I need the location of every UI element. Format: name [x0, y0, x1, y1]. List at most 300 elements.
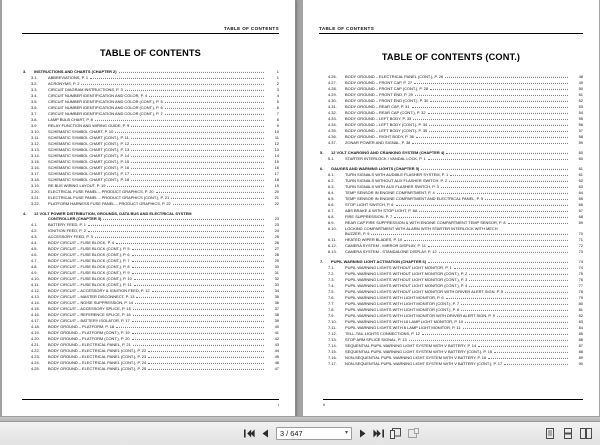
toc-entry[interactable] [22, 124, 279, 128]
toc-entry[interactable] [319, 356, 583, 360]
toc-entry[interactable] [22, 325, 279, 329]
toc-entry-title: PUPIL WARNING LIGHTS WITHOUT LIGHT MONITOR, P. 1 [345, 265, 452, 271]
toc-leader-dots [90, 78, 264, 79]
toc-entry[interactable] [22, 148, 279, 152]
toc-entry-title: GAUGES AND WARNING LIGHTS (CHAPTER 5) [331, 165, 420, 171]
toc-entry[interactable] [22, 313, 279, 317]
toc-entry-number: 3.21. [31, 195, 40, 200]
toc-leader-dots [430, 89, 568, 90]
toc-entry-number: 4.14. [31, 300, 40, 306]
toc-entry-number: 4.36. [328, 134, 337, 139]
toc-entry-number: 7.3. [328, 277, 335, 283]
first-page-icon[interactable] [244, 427, 255, 440]
toc-leader-dots [505, 292, 568, 293]
toc-leader-dots [409, 340, 568, 341]
toc-entry-page: 50 [578, 86, 583, 91]
toc-entry-page: 84 [578, 325, 583, 331]
toc-leader-dots [152, 291, 264, 292]
toc-entry-title: SEQUENTIAL PUPIL WARNING LIGHT SYSTEM WITH V BATTERY, P. 14 [345, 343, 477, 349]
toc-entry-page: 60 [578, 155, 583, 161]
toc-leader-dots [394, 217, 568, 218]
toc-entry[interactable] [22, 136, 279, 140]
toc-entry[interactable] [319, 209, 583, 213]
toc-entry-number: 6.7. [328, 207, 335, 213]
toc-entry[interactable] [319, 244, 583, 248]
toc-entry-number: 3.13. [31, 147, 40, 152]
toc-entry[interactable] [319, 129, 583, 133]
toc-entry-title: PUPIL WARNING LIGHTS WITH 8 LAMP LIGHT MONITOR, P. 11 [345, 325, 461, 331]
toc-entry[interactable] [22, 160, 279, 164]
toc-entry-title: SCHEMATIC SYMBOL CHART, P. 10 [48, 129, 114, 134]
toc-leader-dots [414, 83, 568, 84]
toc-entry[interactable] [22, 196, 279, 200]
toc-entry-title: NON-SEQUENTIAL PUPIL WARNING LIGHT SYSTEM WITH V BATTERY, P. 16 [345, 355, 487, 361]
toc-leader-dots [421, 169, 568, 170]
toc-leader-dots [132, 261, 264, 262]
toc-entry-title-continued: BUZZER, P. 9 [345, 231, 370, 237]
toc-entry[interactable] [22, 289, 279, 293]
toc-entry[interactable] [319, 135, 583, 139]
toolbar-view-modes [514, 427, 600, 440]
toc-entry-title: 12 VOLT CHARGING AND CRANKING SYSTEM (CHAPTER 4) [331, 149, 445, 155]
toc-entry-page: 74 [578, 265, 583, 271]
toc-entry[interactable] [22, 229, 279, 233]
toc-leader-dots [116, 327, 264, 328]
toc-entry-page: 67 [578, 207, 583, 213]
toc-entry[interactable] [319, 179, 583, 183]
toc-entry-number: 4.3. [31, 234, 38, 240]
toc-entry-page: 10 [274, 129, 279, 134]
toc-entry-page: 53 [578, 104, 583, 109]
toc-entry[interactable] [22, 190, 279, 194]
toc-entry-page: 62 [578, 177, 583, 183]
toc-leader-dots [131, 144, 264, 145]
toc-entry-page: 45 [274, 354, 279, 360]
toc-entry-number: 4.8. [31, 264, 38, 270]
toc-entry[interactable] [22, 235, 279, 239]
toc-leader-dots [171, 198, 264, 199]
toc-entry-number: 6.9. [328, 219, 335, 225]
toc-entry-page: 68 [578, 213, 583, 219]
page-title-right: TABLE OF CONTENTS (CONT.) [381, 52, 521, 62]
toc-entry-page: 31 [274, 270, 279, 276]
toc-entry-title: BODY CIRCUIT – REFERENCE SPLICE, P. 16 [48, 312, 131, 318]
toc-leader-dots [131, 126, 264, 127]
toc-entry[interactable] [319, 215, 583, 219]
toc-entry-number: 4.23. [31, 354, 40, 360]
toc-entry[interactable] [22, 212, 279, 216]
toc-entry-page: 21 [274, 195, 279, 200]
toc-entry-number: 3.16. [31, 165, 40, 170]
toc-entry[interactable] [319, 308, 583, 312]
toc-entry-page: 34 [274, 288, 279, 294]
toc-entry[interactable] [22, 277, 279, 281]
toc-leader-dots [437, 193, 568, 194]
toc-entry-number: 6.12. [328, 243, 337, 249]
document-page-right[interactable] [303, 0, 599, 421]
toc-entry[interactable] [22, 295, 279, 299]
toc-entry-title: BODY CIRCUIT – NOISE SUPPRESSION, P. 14 [48, 300, 134, 306]
toc-leader-dots [119, 72, 264, 73]
toc-entry-page: 77 [578, 283, 583, 289]
toc-leader-dots [131, 150, 264, 151]
toc-leader-dots [488, 358, 568, 359]
toc-entry[interactable] [319, 238, 583, 242]
folio-left: i [278, 402, 279, 407]
page-number-input[interactable] [276, 427, 352, 440]
toc-entry-page: 18 [274, 177, 279, 182]
toc-entry[interactable] [22, 172, 279, 176]
toc-entry-title: 12 VOLT POWER DISTRIBUTION, GROUNDS, DATA BUS AND ELECTRICAL SYSTEM [34, 210, 192, 216]
toc-entry[interactable] [22, 349, 279, 353]
toc-entry[interactable] [22, 106, 279, 110]
toc-entry[interactable] [319, 326, 583, 330]
toc-entry[interactable] [319, 197, 583, 201]
toc-entry-title: BODY GROUND – ELECTRICAL PANEL (CONT.), P. 22 [48, 348, 147, 354]
continuous-view-icon[interactable] [561, 427, 574, 440]
toc-entry-page: 15 [274, 159, 279, 164]
toc-leader-dots [95, 237, 264, 238]
toc-entry[interactable] [22, 283, 279, 287]
toc-entry-title: ELECTRICAL FUSE PANEL – PRODUCT GRAPHICS (CONT.), P. 21 [48, 195, 170, 200]
toc-entry-page: 44 [274, 348, 279, 354]
toc-entry[interactable] [22, 202, 279, 206]
toc-leader-dots [396, 205, 568, 206]
toc-entry-number: 4.31. [328, 104, 337, 109]
thumbnail-panel-icon[interactable] [389, 427, 402, 440]
next-page-icon[interactable] [357, 427, 368, 440]
toc-entry-page: 27 [274, 246, 279, 252]
toc-entry-number: 7.12. [328, 331, 337, 337]
toc-entry-page: 7 [276, 111, 279, 116]
toc-entry[interactable] [22, 100, 279, 104]
toc-entry-page: 24 [274, 228, 279, 234]
toc-entry-title: PUPIL WARNING LIGHTS WITH 16 LAMP LIGHT MONITOR, P. 10 [345, 319, 464, 325]
toc-entry-page: 30 [274, 264, 279, 270]
toc-entry-title: BODY GROUND – LEFT BODY (CONT.), P. 35 [345, 128, 428, 133]
toc-entry[interactable] [319, 81, 583, 85]
toc-entry-page: 36 [274, 300, 279, 306]
toc-leader-dots [131, 180, 264, 181]
toc-entry[interactable] [22, 154, 279, 158]
toc-entry-number: 4.32. [328, 110, 337, 115]
toc-entry-title: IGNITION FEED, P. 2 [48, 228, 86, 234]
toc-leader-dots [439, 252, 568, 253]
toc-entry-number: 4.9. [31, 270, 38, 276]
toc-entry-title: BODY GROUND – ELECTRICAL PANEL, P. 21 [48, 342, 131, 348]
toc-entry[interactable] [22, 343, 279, 347]
toc-entry-page: 23 [274, 222, 279, 228]
toc-entry-page: 71 [578, 237, 583, 243]
toc-entry-page: 3 [276, 87, 279, 92]
toc-entry[interactable] [22, 301, 279, 305]
facing-pages-view-icon[interactable] [579, 427, 592, 440]
toc-entry-continuation[interactable] [319, 232, 583, 236]
toc-leader-dots [415, 95, 568, 96]
toc-entry-page: 90 [578, 361, 583, 367]
toc-entry-number: 3.20. [31, 189, 40, 194]
toc-entry-page: 1 [276, 75, 279, 80]
toc-entry-page: 25 [274, 234, 279, 240]
toc-entry-title: BODY CIRCUIT – FUSE BLOCK (CONT.), P. 10 [48, 276, 132, 282]
toc-entry[interactable] [319, 314, 583, 318]
toc-entry-number: 7.8. [328, 307, 335, 313]
toc-entry-title: BODY GROUND – FRONT CAP (CONT.), P. 28 [345, 86, 429, 91]
toc-entry[interactable] [22, 178, 279, 182]
toc-entry[interactable] [22, 94, 279, 98]
toc-entry-title: BODY GROUND – FRONT CAP, P. 27 [345, 80, 413, 85]
toc-entry[interactable] [319, 185, 583, 189]
toc-entry-page: 75 [578, 271, 583, 277]
toc-entry-title: BODY GROUND – PLATFORM (CONT.), P. 19 [48, 330, 130, 336]
toc-entry[interactable] [319, 290, 583, 294]
toc-entry[interactable] [319, 250, 583, 254]
toc-entry[interactable] [319, 260, 583, 264]
document-page-left[interactable] [2, 0, 296, 421]
toc-entry-number: 4.11. [31, 282, 40, 288]
toc-entry-number: 4.22. [31, 348, 40, 354]
toc-entry[interactable] [22, 142, 279, 146]
toc-entry-page: 55 [578, 116, 583, 121]
toc-entry-number: 4.37. [328, 140, 337, 145]
toc-entry-page: 17 [274, 171, 279, 176]
toc-entry[interactable] [22, 331, 279, 335]
toc-entry[interactable] [319, 344, 583, 348]
toc-entry[interactable] [319, 350, 583, 354]
toc-leader-dots [132, 267, 264, 268]
toc-entry[interactable] [22, 184, 279, 188]
toc-entry-page: 79 [578, 295, 583, 301]
toc-entry[interactable] [319, 266, 583, 270]
previous-page-icon[interactable] [260, 427, 271, 440]
toc-entry-page: 81 [578, 307, 583, 313]
toc-entry[interactable] [319, 284, 583, 288]
toc-entry[interactable] [22, 307, 279, 311]
toc-entry[interactable] [319, 93, 583, 97]
footer-rule-right [323, 399, 583, 400]
toc-entry-page: 61 [578, 165, 583, 171]
toc-entry-number: 4.16. [31, 312, 40, 318]
toc-leader-dots [132, 249, 264, 250]
toc-entry[interactable] [319, 117, 583, 121]
toc-entry-number: 6.1. [328, 171, 335, 177]
toc-entry-title: STOP LIGHT SWITCH, P. 6 [345, 201, 394, 207]
toc-entry[interactable] [319, 123, 583, 127]
toc-entry-title: BODY CIRCUIT – ACCESSORY & IGNITION FEED, P. 12 [48, 288, 150, 294]
toc-entry-page: 56 [578, 122, 583, 127]
toc-entry-title: BODY CIRCUIT – FUSE BLOCK (CONT.), P. 6 [48, 252, 130, 258]
toc-entry[interactable] [319, 272, 583, 276]
toc-entry-title: BODY GROUND – LEFT BODY, P. 33 [345, 116, 412, 121]
toc-entry[interactable] [319, 332, 583, 336]
toc-leader-dots [504, 364, 568, 365]
toc-entry[interactable] [22, 247, 279, 251]
toc-entry-page: 13 [274, 147, 279, 152]
bookmark-panel-icon[interactable] [407, 427, 420, 440]
toc-entry-page: 83 [578, 319, 583, 325]
toc-entry-number: 3.10. [31, 129, 40, 134]
toc-entry[interactable] [22, 319, 279, 323]
toc-entry[interactable] [319, 320, 583, 324]
toc-entry-title: BATTERY FEED, P. 1 [48, 222, 87, 228]
toc-entry-number: 4.18. [31, 324, 40, 330]
toc-entry[interactable] [319, 75, 583, 79]
toc-entry-number: 4.27. [328, 80, 337, 85]
toc-entry-title: PLATFORM HARNESS FUSE PANEL – PRODUCT GRAPHICS, P. 22 [48, 201, 171, 206]
toc-entry-title: CIRCUIT NUMBER IDENTIFICATION AND COLOR (CONT.), P. 7 [48, 111, 163, 116]
toc-entry-number: 3.3. [31, 87, 38, 92]
toc-entry[interactable] [22, 82, 279, 86]
page-footer-right [323, 399, 583, 407]
toc-entry-page: 1 [276, 69, 279, 74]
toc-entry[interactable] [22, 265, 279, 269]
toc-entry-title: BODY GROUND – ELECTRICAL PANEL (CONT.), P. 25 [48, 366, 147, 372]
toc-leader-dots [131, 138, 264, 139]
toc-entry-title: BODY CIRCUIT – BATTERY ISOLATOR, P. 17 [48, 318, 130, 324]
toc-entry[interactable] [22, 367, 279, 371]
toc-entry-page: 72 [578, 243, 583, 249]
toc-entry[interactable] [319, 302, 583, 306]
toc-entry-title: BODY GROUND – PLATFORM, P. 18 [48, 324, 115, 330]
toc-entry-title: TURN SIGNALS WITH AUDIBLE FLASHER SYSTEM, P. 1 [345, 171, 449, 177]
toc-entry[interactable] [319, 105, 583, 109]
toc-entry-number: 4.12. [31, 288, 40, 294]
toc-entry[interactable] [22, 253, 279, 257]
toc-entry[interactable] [319, 227, 583, 231]
toc-entry-number: 4.24. [31, 360, 40, 366]
toc-entry-page: 51 [578, 92, 583, 97]
toc-entry-page: 11 [274, 135, 279, 140]
toolbar-page-navigation [150, 427, 514, 440]
toc-entry-number: 4.17. [31, 318, 40, 324]
toc-entry-title: RE BUS WIRING LAYOUT, P. 19 [48, 183, 106, 188]
toc-leader-dots [131, 168, 264, 169]
toc-entry[interactable] [319, 87, 583, 91]
toc-entry[interactable] [22, 223, 279, 227]
toc-leader-dots [148, 351, 264, 352]
toc-entry[interactable] [22, 88, 279, 92]
toc-entry[interactable] [319, 151, 583, 155]
toc-entry[interactable] [319, 173, 583, 177]
toc-entry-number: 4.19. [31, 330, 40, 336]
toc-leader-dots [404, 240, 568, 241]
toc-entry[interactable] [319, 167, 583, 171]
toc-entry[interactable] [22, 241, 279, 245]
toc-entry-number: 5.1. [328, 155, 335, 161]
toc-entry[interactable] [319, 296, 583, 300]
toc-entry[interactable] [319, 111, 583, 115]
toc-entry-title: BODY GROUND – ELECTRICAL PANEL (CONT.), P. 23 [48, 354, 147, 360]
toc-entry-page: 5 [276, 99, 279, 104]
toc-entry-page: 26 [274, 240, 279, 246]
toc-entry-number: 4.35. [328, 128, 337, 133]
toc-entry-number: 4.21. [31, 342, 40, 348]
toc-entry[interactable] [319, 157, 583, 161]
toc-entry[interactable] [319, 141, 583, 145]
toc-entry[interactable] [22, 70, 279, 74]
toc-entry[interactable] [319, 99, 583, 103]
toc-entry-title: PUPIL WARNING LIGHTS WITH LIGHT MONITOR, P. 6 [345, 295, 444, 301]
toc-entry[interactable] [22, 361, 279, 365]
toc-entry-page: 74 [578, 259, 583, 265]
toc-entry-title: BODY CIRCUIT – ACCESSORY SPLICE, P. 15 [48, 306, 131, 312]
toc-leader-dots [132, 321, 264, 322]
toc-leader-dots [81, 84, 264, 85]
toc-entry[interactable] [319, 338, 583, 342]
toc-entry-number: 3.17. [31, 171, 40, 176]
toc-entry[interactable] [319, 203, 583, 207]
toc-entry[interactable] [319, 278, 583, 282]
toc-entry[interactable] [22, 337, 279, 341]
toc-entry-number: 3.1. [31, 75, 38, 80]
toc-entry[interactable] [22, 259, 279, 263]
toc-entry[interactable] [22, 118, 279, 122]
toc-entry[interactable] [22, 355, 279, 359]
toc-entry-page: 47 [274, 366, 279, 372]
toc-entry-title: SCHEMATIC SYMBOL CHART (CONT.), P. 16 [48, 165, 130, 170]
toc-list-left [22, 70, 279, 371]
toc-entry-number: 6.3. [328, 183, 335, 189]
last-page-icon[interactable] [373, 427, 384, 440]
toc-leader-dots [441, 187, 568, 188]
toc-entry-title: BODY GROUND – RIGHT BODY, P. 36 [345, 134, 414, 139]
toc-entry[interactable] [319, 191, 583, 195]
toc-entry-title: BODY GROUND – FRONT END, P. 29 [345, 92, 413, 97]
toc-entry-number: 7.5. [328, 289, 335, 295]
toc-leader-dots [165, 114, 264, 115]
chevron-down-icon[interactable]: ▾ [344, 430, 348, 436]
toc-entry[interactable] [319, 221, 583, 225]
toc-leader-dots [149, 96, 264, 97]
toc-entry[interactable] [319, 362, 583, 366]
toc-entry[interactable] [22, 166, 279, 170]
toc-leader-dots [116, 243, 264, 244]
toc-entry-continuation[interactable] [22, 217, 279, 221]
toc-entry-page: 70 [578, 231, 583, 237]
toc-entry[interactable] [22, 271, 279, 275]
toc-entry-page: 48 [578, 74, 583, 79]
toc-entry-number: 4.13. [31, 294, 40, 300]
toc-entry-title: BODY CIRCUIT – MASTER DISCONNECT, P. 13 [48, 294, 135, 300]
toc-entry[interactable] [22, 112, 279, 116]
toc-entry-number: 3.12. [31, 141, 40, 146]
toc-entry-title: ABBREVIATIONS, P. 1 [48, 75, 89, 80]
toc-entry-number: 3.8. [31, 117, 38, 122]
toc-entry[interactable] [22, 76, 279, 80]
toc-entry-title: CIRCUIT NUMBER IDENTIFICATION AND COLOR, P. 4 [48, 93, 148, 98]
toc-entry-title: NON-SEQUENTIAL PUPIL WARNING LIGHT SYSTEM WITH V BATTERY (CONT.), P. 17 [345, 361, 503, 367]
toc-entry-title: PUPIL WARNING LIGHTS WITH LIGHT MONITOR (CONT.), P. 8 [345, 307, 460, 313]
toc-entry-number: 6.10. [328, 225, 337, 231]
toc-entry-page: 52 [578, 98, 583, 103]
toc-entry-number: 4.20. [31, 336, 40, 342]
toc-entry-title: BODY CIRCUIT – FUSE BLOCK (CONT.), P. 8 [48, 264, 130, 270]
toc-entry-page: 33 [274, 282, 279, 288]
toc-entry-number: 3.2. [31, 81, 38, 86]
toc-leader-dots [454, 268, 568, 269]
toc-entry-page: 9 [276, 123, 279, 128]
toc-entry[interactable] [22, 130, 279, 134]
page-footer-left [22, 399, 279, 407]
toc-entry-number: 7.14. [328, 343, 337, 349]
toc-entry-title: SCHEMATIC SYMBOL CHART (CONT.), P. 15 [48, 159, 130, 164]
toc-leader-dots [428, 159, 568, 160]
toc-entry-page: 73 [578, 249, 583, 255]
toc-entry-page: 69 [578, 219, 583, 225]
toc-leader-dots [165, 108, 264, 109]
single-page-view-icon[interactable] [543, 427, 556, 440]
toc-entry-title: BODY CIRCUIT – FUSE BLOCK (CONT.), P. 7 [48, 258, 130, 264]
